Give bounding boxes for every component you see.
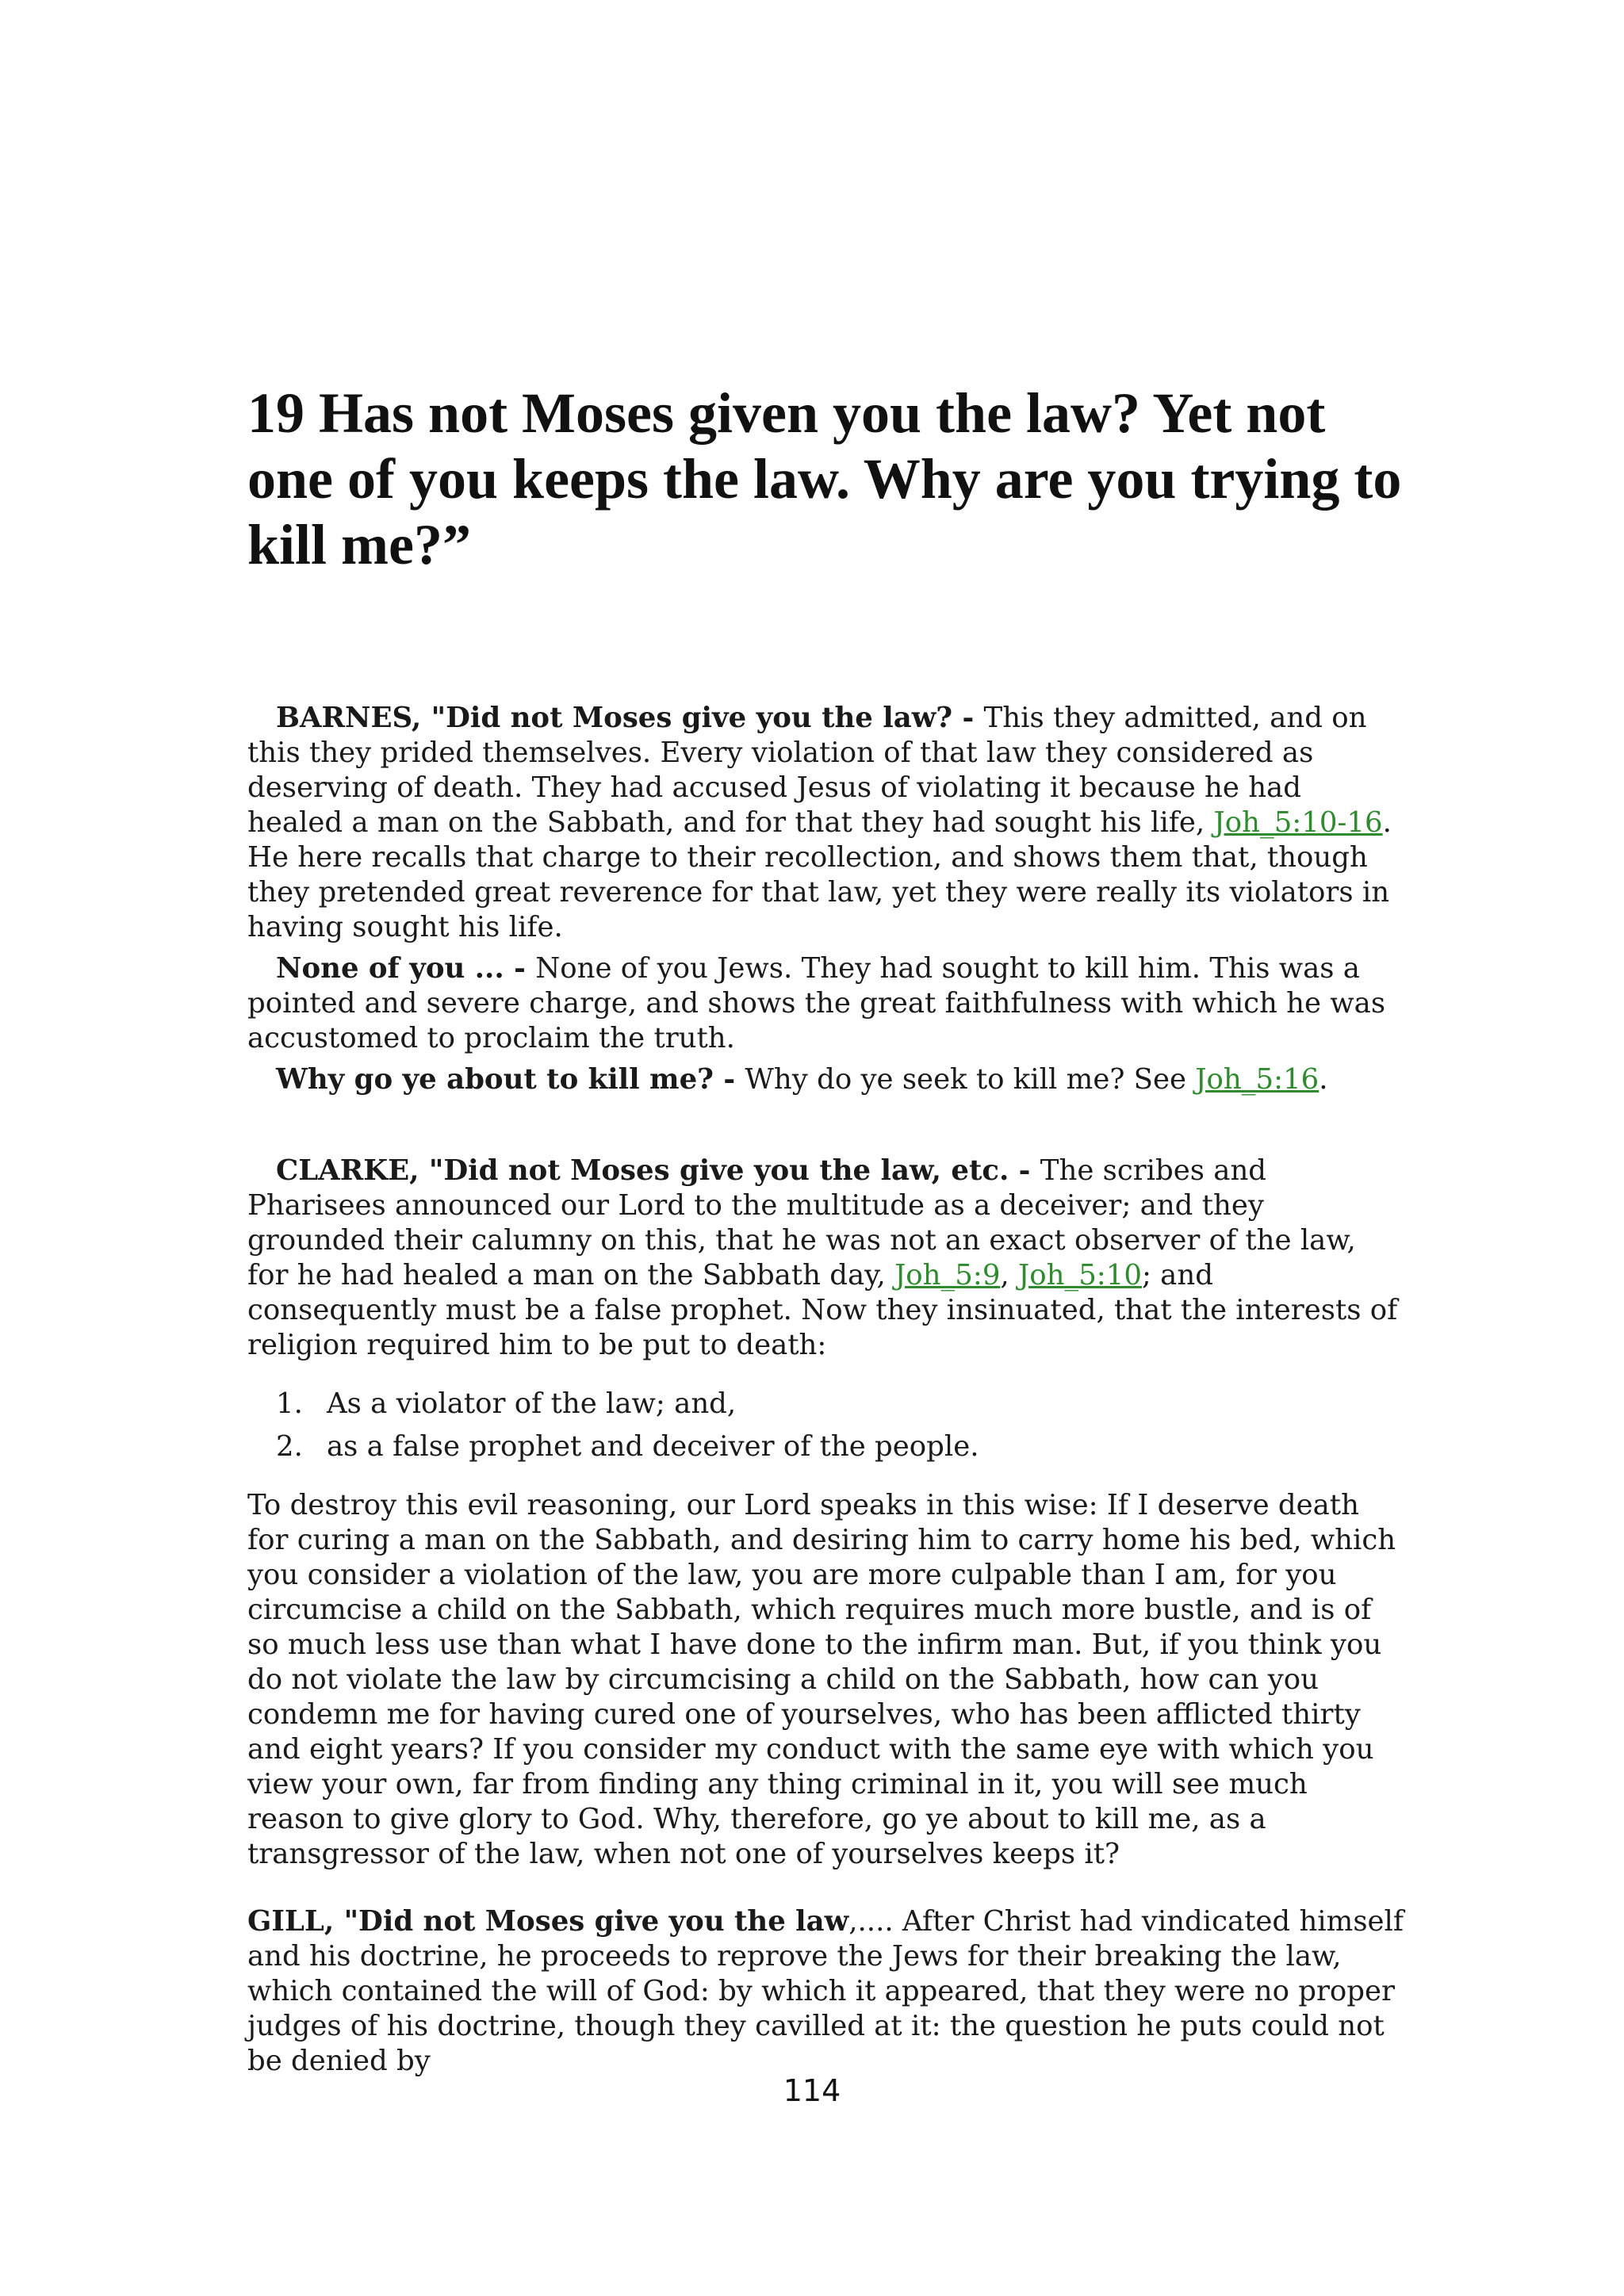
barnes-text-5: . — [1319, 1063, 1328, 1096]
barnes-text-2: . He here recalls that charge to their recollection, and shows them that, though they pretended great reverence for that law, yet they were really its violators in having sought his life. — [247, 806, 1392, 943]
barnes-paragraph-3 — [247, 1062, 1405, 1097]
list-number: 2. — [276, 1430, 303, 1463]
clarke-list — [247, 1387, 1405, 1464]
barnes-text-4: Why do ye seek to kill me? See — [745, 1063, 1196, 1096]
clarke-text-2: ; and consequently must be a false prophet. Now they insinuated, that the interests of religion required him to be put to death: — [247, 1259, 1398, 1361]
barnes-lead-2: None of you ... - — [276, 952, 536, 985]
barnes-paragraph-1 — [247, 701, 1405, 945]
clarke-text-1: The scribes and Pharisees announced our Lord to the multitude as a deceiver; and they grounded their calumny on this, that he was not an exact observer of the law, for he had healed a man on the Sabbath day, — [247, 1154, 1356, 1292]
barnes-text-1: This they admitted, and on this they prided themselves. Every violation of that law they considered as deserving of death. They had accused Jesus of violating it because he had healed a man on the Sabbath, and for that they had sought his life, — [247, 702, 1367, 839]
list-item — [276, 1387, 1405, 1422]
barnes-lead: BARNES, "Did not Moses give you the law? - — [276, 702, 984, 734]
gill-paragraph-1 — [247, 1904, 1405, 2079]
verse-heading: 19 Has not Moses given you the law? Yet not one of you keeps the law. Why are you trying to kill me?” — [247, 381, 1402, 576]
list-text: As a violator of the law; and, — [327, 1387, 737, 1420]
clarke-paragraph-1 — [247, 1154, 1405, 1363]
scripture-link-joh-5-10-16[interactable]: Joh_5:10-16 — [1213, 806, 1383, 839]
clarke-paragraph-2: To destroy this evil reasoning, our Lord speaks in this wise: If I deserve death for curing a man on the Sabbath, and desiring him to carry home his bed, which you consider a violation of the law, you are more culpable than I am, for you circumcise a child on the Sabbath, which requires much more bustle, and is of so much less use than what I have done to the infirm man. But, if you think you do not violate the law by circumcising a child on the Sabbath, how can you condemn me for having cured one of yourselves, who has been afflicted thirty and eight years? If you consider my conduct with the same eye with which you view your own, far from finding any thing criminal in it, you will see much reason to give glory to God. Why, therefore, go ye about to kill me, as a transgressor of the law, when not one of yourselves keeps it? — [247, 1489, 1396, 1870]
scripture-link-joh-5-16[interactable]: Joh_5:16 — [1195, 1063, 1320, 1096]
clarke-lead: CLARKE, "Did not Moses give you the law, etc. - — [276, 1154, 1040, 1187]
barnes-paragraph-2 — [247, 951, 1405, 1056]
list-number: 1. — [276, 1387, 303, 1420]
scripture-link-joh-5-9[interactable]: Joh_5:9 — [894, 1259, 1001, 1292]
gill-text: ,.... After Christ had vindicated himself and his doctrine, he proceeds to reprove the Jews for their breaking the law, which contained the will of God: by which it appeared, that they were no proper judges of his doctrine, though they cavilled at it: the question he puts could not be denied by — [247, 1905, 1404, 2077]
barnes-lead-3: Why go ye about to kill me? - — [276, 1063, 745, 1096]
clarke-commentary — [247, 1154, 1405, 1878]
barnes-text-3: None of you Jews. They had sought to kill him. This was a pointed and severe charge, and shows the great faithfulness with which he was accustomed to proclaim the truth. — [247, 952, 1386, 1054]
gill-lead: GILL, "Did not Moses give you the law — [247, 1905, 849, 1938]
list-item — [276, 1429, 1405, 1464]
clarke-separator: , — [1000, 1259, 1018, 1292]
gill-commentary — [247, 1904, 1405, 2085]
barnes-commentary — [247, 701, 1405, 1104]
list-text: as a false prophet and deceiver of the people. — [327, 1430, 979, 1463]
scripture-link-joh-5-10[interactable]: Joh_5:10 — [1018, 1259, 1142, 1292]
page-number: 114 — [783, 2073, 841, 2108]
